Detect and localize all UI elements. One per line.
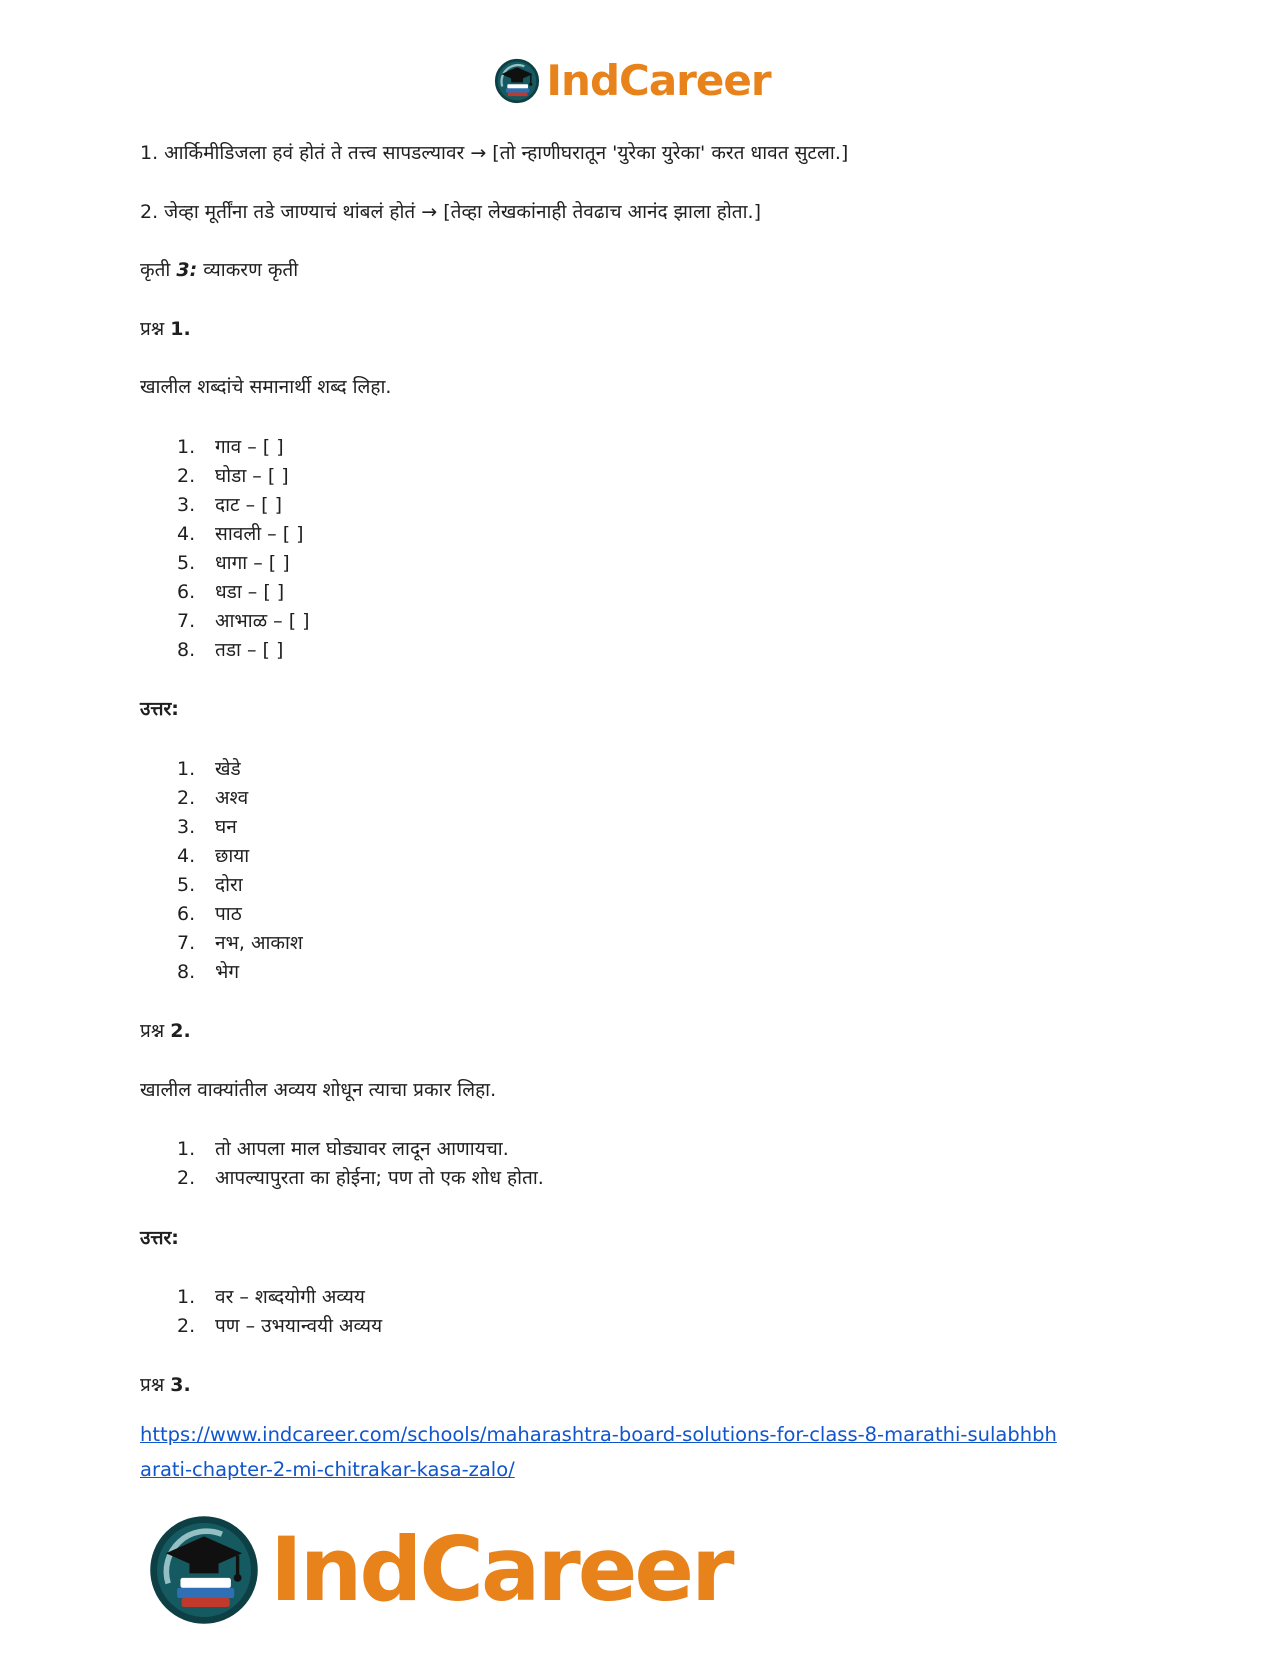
list-item: आभाळ – [ ]	[215, 610, 310, 633]
list-item: सावली – [ ]	[215, 522, 304, 545]
kruti-number: 3:	[176, 259, 198, 282]
list-item: नभ, आकाश	[215, 932, 303, 955]
question-3-heading	[140, 1372, 1125, 1400]
list-item: खेडे	[215, 757, 241, 780]
article-link[interactable]: https://www.indcareer.com/schools/maharashtra-board-solutions-for-class-8-marathi-sulabhbharati-chapter-2-mi-chitrakar-kasa-zalo/	[140, 1422, 1057, 1482]
list-item: आपल्यापुरता का होईना; पण तो एक शोध होता.	[215, 1167, 544, 1190]
list-item: वर – शब्दयोगी अव्यय	[215, 1286, 365, 1309]
list-item: घोडा – [ ]	[215, 464, 289, 487]
question-1-prompt: खालील शब्दांचे समानार्थी शब्द लिहा.	[140, 376, 392, 399]
list-item: तडा – [ ]	[215, 639, 284, 662]
header-logo-text: IndCareer	[546, 56, 771, 105]
kruti-suffix: व्याकरण कृती	[203, 259, 299, 282]
indcareer-logo-icon	[148, 1514, 260, 1626]
question-1-heading	[140, 316, 1125, 344]
list-item: पण – उभयान्वयी अव्यय	[215, 1315, 383, 1338]
question-1-label: प्रश्न	[140, 317, 165, 340]
question-3-number: 3.	[170, 1374, 191, 1397]
question-1-word-list	[215, 433, 1125, 666]
question-1-number: 1.	[170, 317, 191, 340]
question-1-answer-label: उत्तर:	[140, 698, 179, 721]
list-item: पाठ	[215, 903, 242, 926]
kruti-prefix: कृती	[140, 259, 171, 282]
list-item: दाट – [ ]	[215, 493, 283, 516]
list-item: दोरा	[215, 874, 243, 897]
question-2-answer-list	[215, 1283, 1125, 1341]
list-item: तो आपला माल घोड्यावर लादून आणायचा.	[215, 1138, 509, 1161]
question-2-number: 2.	[170, 1020, 191, 1043]
question-2-sentence-list	[215, 1135, 1125, 1193]
indcareer-logo-icon	[494, 58, 540, 104]
footer-logo-text: IndCareer	[270, 1517, 732, 1621]
list-item: धागा – [ ]	[215, 551, 290, 574]
list-item: छाया	[215, 844, 250, 867]
question-2-prompt: खालील वाक्यांतील अव्यय शोधून त्याचा प्रकार लिहा.	[140, 1078, 497, 1101]
list-item: घन	[215, 815, 237, 838]
intro-line-1: 1. आर्किमीडिजला हवं होतं ते तत्त्व सापडल्यावर → [तो न्हाणीघरातून 'युरेका युरेका' करत धावत सुटला.]	[140, 142, 849, 164]
list-item: गाव – [ ]	[215, 435, 284, 458]
question-2-label: प्रश्न	[140, 1020, 165, 1043]
header-logo	[140, 58, 1125, 104]
list-item: धडा – [ ]	[215, 581, 285, 604]
question-2-heading	[140, 1018, 1125, 1046]
question-1-answer-list	[215, 755, 1125, 988]
intro-line-2: 2. जेव्हा मूर्तींना तडे जाण्याचं थांबलं होतं → [तेव्हा लेखकांनाही तेवढाच आनंद झाला होता.]	[140, 200, 762, 223]
list-item: अश्व	[215, 786, 249, 809]
question-2-answer-label: उत्तर:	[140, 1226, 179, 1249]
question-3-label: प्रश्न	[140, 1374, 165, 1397]
kruti-heading	[140, 257, 1125, 285]
list-item: भेग	[215, 961, 240, 984]
footer-logo	[148, 1514, 1125, 1626]
